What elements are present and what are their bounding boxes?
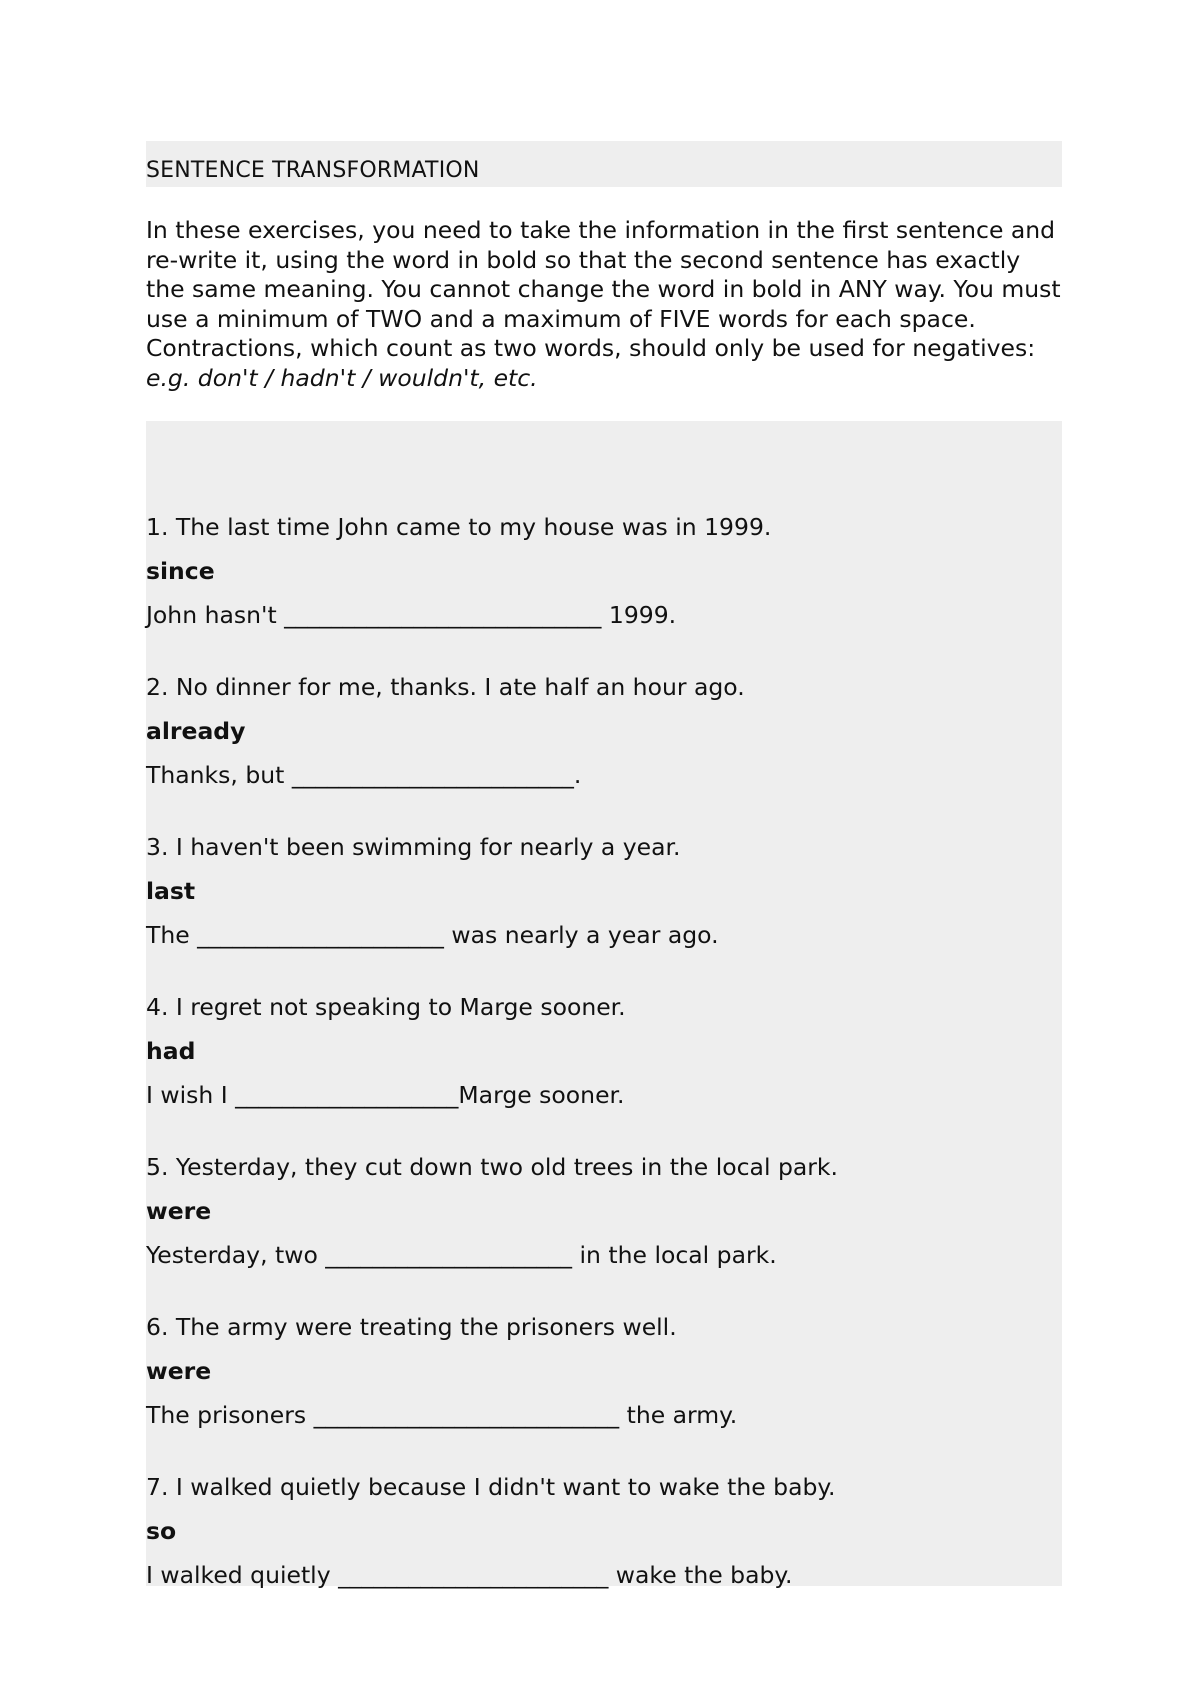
question-item: [146, 505, 1062, 665]
question-prompt: 6. The army were treating the prisoners well.: [146, 1313, 677, 1341]
question-answer-line: John hasn't ___________________________ 1999.: [146, 601, 677, 629]
question-item: [146, 1465, 1062, 1625]
question-answer-line: Yesterday, two _____________________ in the local park.: [146, 1241, 777, 1269]
question-prompt: 5. Yesterday, they cut down two old trees in the local park.: [146, 1153, 839, 1181]
question-item: [146, 985, 1062, 1145]
question-keyword: were: [146, 1357, 212, 1385]
question-prompt: 4. I regret not speaking to Marge sooner.: [146, 993, 626, 1021]
question-prompt: 1. The last time John came to my house was in 1999.: [146, 513, 772, 541]
instructions-paragraph: [146, 216, 1062, 393]
contraction-examples: e.g. don't / hadn't / wouldn't, etc.: [146, 363, 538, 392]
question-keyword: already: [146, 717, 246, 745]
question-item: [146, 665, 1062, 825]
question-keyword: last: [146, 877, 196, 905]
question-answer-line: The prisoners __________________________ the army.: [146, 1401, 738, 1429]
question-prompt: 3. I haven't been swimming for nearly a year.: [146, 833, 681, 861]
question-list: [146, 505, 1062, 1625]
question-answer-line: I wish I ___________________Marge sooner.: [146, 1081, 625, 1109]
question-keyword: had: [146, 1037, 196, 1065]
question-answer-line: I walked quietly _______________________ wake the baby.: [146, 1561, 793, 1589]
question-keyword: since: [146, 557, 215, 585]
question-prompt: 2. No dinner for me, thanks. I ate half an hour ago.: [146, 673, 745, 701]
question-keyword: so: [146, 1517, 177, 1545]
question-item: [146, 1305, 1062, 1465]
page-title: SENTENCE TRANSFORMATION: [146, 158, 480, 183]
question-answer-line: Thanks, but ________________________.: [146, 761, 582, 789]
question-keyword: were: [146, 1197, 212, 1225]
question-answer-line: The _____________________ was nearly a year ago.: [146, 921, 719, 949]
instructions-text: In these exercises, you need to take the information in the first sentence and re-write it, using the word in bold so that the second sentence has exactly the same meaning. You cannot change the word in bold in ANY way. You must use a minimum of TWO and a maximum of FIVE words for each space. Contractions, which count as two words, should only be used for negatives:: [146, 216, 1061, 362]
question-prompt: 7. I walked quietly because I didn't want to wake the baby.: [146, 1473, 836, 1501]
question-item: [146, 825, 1062, 985]
question-item: [146, 1145, 1062, 1305]
